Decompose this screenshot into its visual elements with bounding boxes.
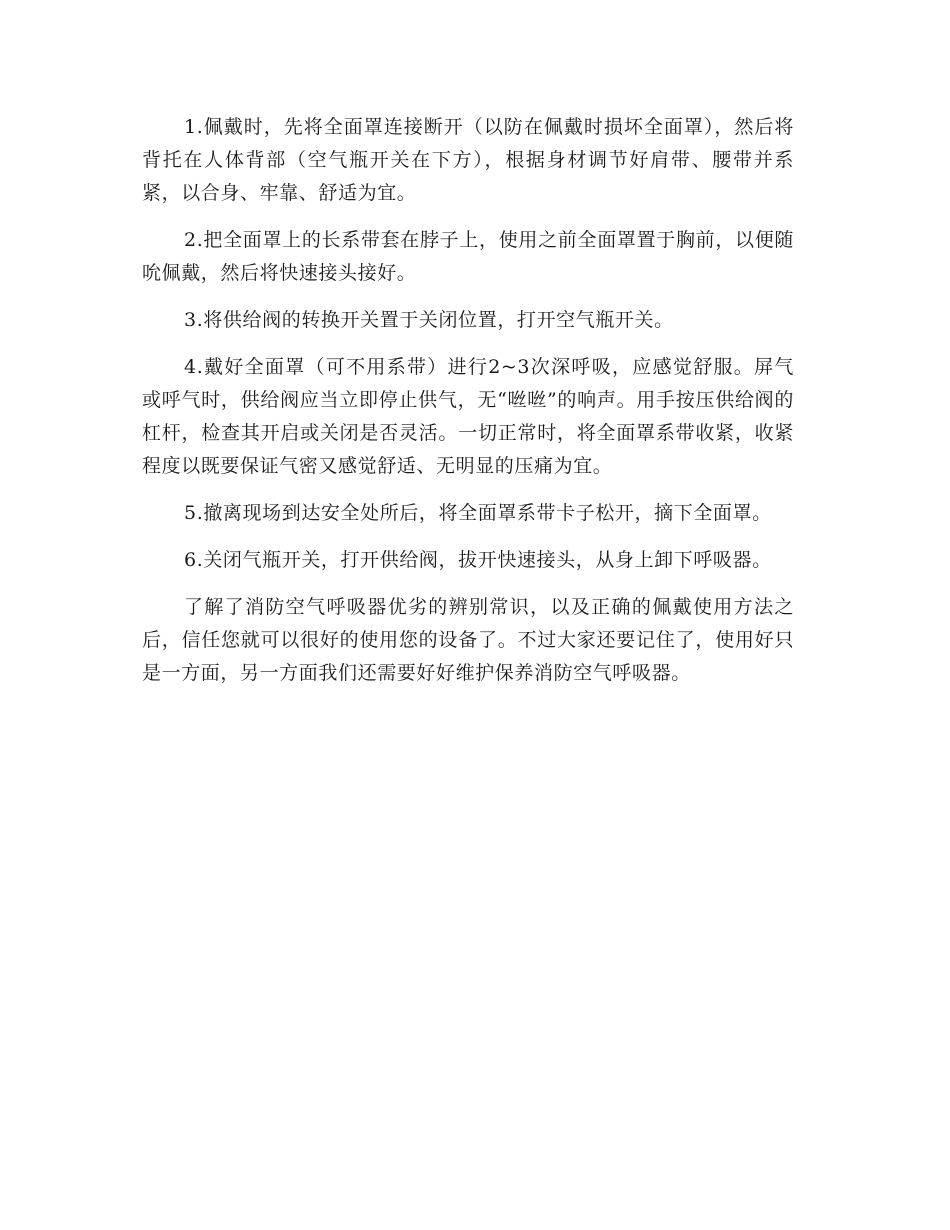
paragraph-step-6: 6.关闭气瓶开关，打开供给阀，拔开快速接头，从身上卸下呼吸器。	[184, 549, 772, 571]
paragraph-step-1: 1.佩戴时，先将全面罩连接断开（以防在佩戴时损坏全面罩），然后将背托在人体背部（空气瓶开关在下方），根据身材调节好肩带、腰带并系紧，以合身、牢靠、舒适为宜。	[142, 116, 794, 204]
paragraph-step-2: 2.把全面罩上的长系带套在脖子上，使用之前全面罩置于胸前，以便随吮佩戴，然后将快速接头接好。	[142, 229, 794, 284]
paragraph-step-5: 5.撤离现场到达安全处所后，将全面罩系带卡子松开，摘下全面罩。	[184, 502, 772, 524]
paragraph-step-3: 3.将供给阀的转换开关置于关闭位置，打开空气瓶开关。	[184, 309, 674, 331]
paragraph-conclusion: 了解了消防空气呼吸器优劣的辨别常识，以及正确的佩戴使用方法之后，信任您就可以很好的使用您的设备了。不过大家还要记住了，使用好只是一方面，另一方面我们还需要好好维护保养消防空气呼吸器。	[142, 596, 794, 684]
document-body	[142, 111, 794, 704]
paragraph-step-4: 4.戴好全面罩（可不用系带）进行2~3次深呼吸，应感觉舒服。屏气或呼气时，供给阀应当立即停止供气，无“咝咝”的响声。用手按压供给阀的杠杆，检查其开启或关闭是否灵活。一切正常时，将全面罩系带收紧，收紧程度以既要保证气密又感觉舒适、无明显的压痛为宜。	[142, 356, 794, 477]
